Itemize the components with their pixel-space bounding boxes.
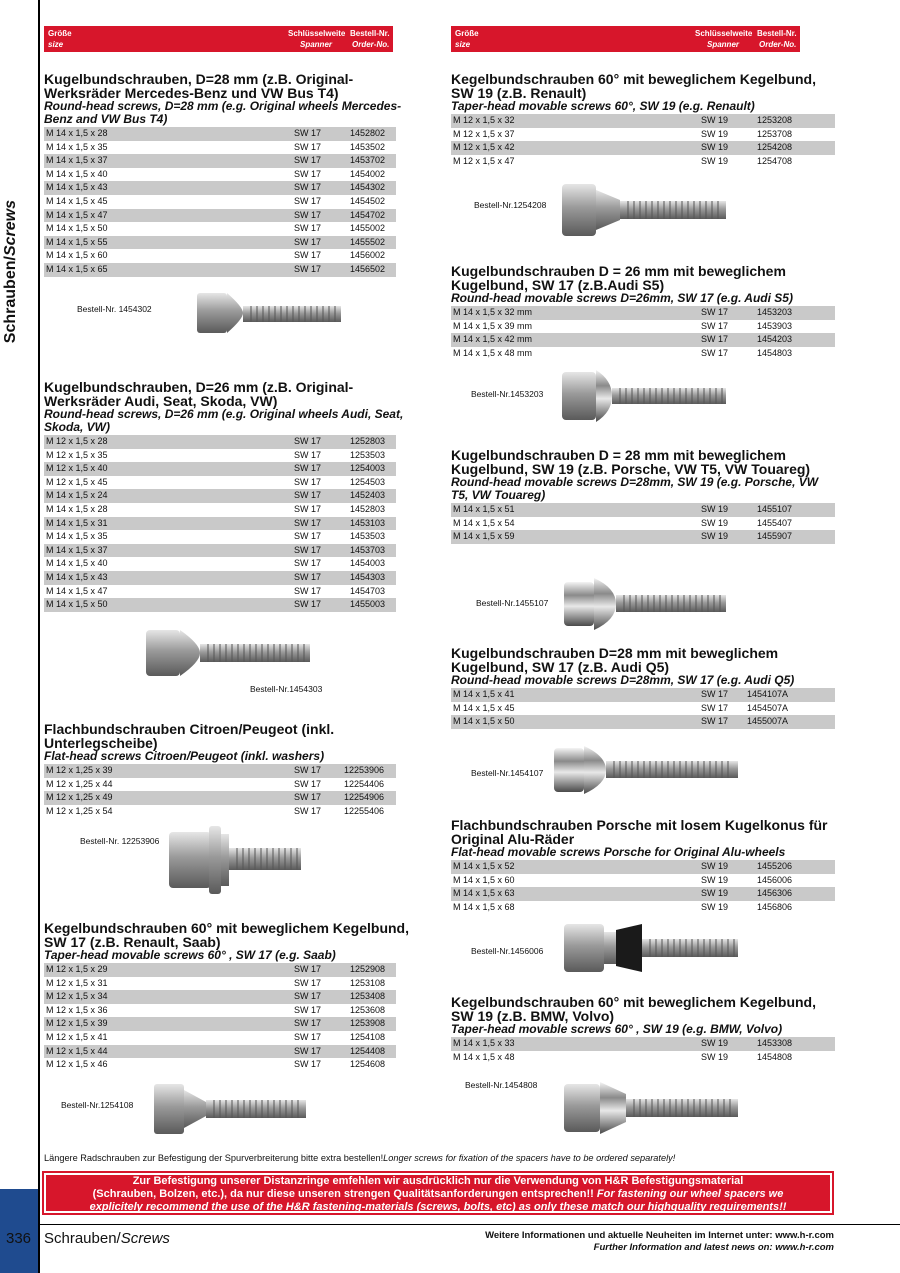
- spanner-cell: SW 17: [294, 250, 322, 261]
- table-row: [44, 544, 396, 558]
- section-subtitle: Flat-head screws Citroen/Peugeot (inkl. washers): [44, 749, 325, 763]
- spanner-cell: SW 17: [294, 991, 322, 1002]
- size-cell: M 12 x 1,5 x 28: [46, 436, 108, 446]
- size-cell: M 14 x 1,5 x 54: [453, 517, 515, 528]
- order-number-cell: 1453203: [757, 307, 793, 317]
- product-section: [44, 380, 414, 612]
- size-cell: M 12 x 1,5 x 46: [46, 1059, 108, 1070]
- table-row: [44, 585, 396, 599]
- section-subtitle: Taper-head movable screws 60°, SW 19 (e.g. Renault): [451, 99, 755, 113]
- table-row: [44, 154, 396, 168]
- table-row: [44, 1058, 396, 1072]
- table-row: [451, 333, 835, 347]
- table-row: [44, 778, 396, 792]
- spanner-cell: SW 17: [294, 195, 322, 206]
- order-number-cell: 1254208: [757, 142, 793, 153]
- section-title: Kugelbundschrauben, D=26 mm (z.B. Original-Werksräder Audi, Seat, Skoda, VW): [44, 379, 354, 409]
- product-section: [451, 646, 836, 729]
- table-row: [44, 1031, 396, 1045]
- sidebar-divider: [38, 0, 40, 1273]
- table-row: [44, 990, 396, 1004]
- size-cell: M 14 x 1,5 x 32 mm: [453, 307, 533, 317]
- photo-caption: Bestell-Nr.1454303: [250, 684, 323, 694]
- order-number-cell: 1456502: [350, 263, 386, 274]
- size-cell: M 14 x 1,5 x 50: [453, 716, 515, 727]
- table-row: [451, 517, 835, 531]
- size-cell: M 12 x 1,5 x 29: [46, 964, 108, 974]
- table-row: [44, 449, 396, 463]
- order-number-cell: 1454302: [350, 182, 386, 193]
- table-row: [44, 168, 396, 182]
- size-cell: M 14 x 1,5 x 35: [46, 531, 108, 542]
- spanner-cell: SW 19: [701, 1038, 729, 1048]
- size-cell: M 14 x 1,5 x 43: [46, 182, 108, 193]
- table-row: [44, 530, 396, 544]
- table-row: [44, 764, 396, 778]
- spanner-cell: SW 17: [294, 503, 322, 514]
- table-row: [44, 1045, 396, 1059]
- size-cell: M 14 x 1,5 x 45: [453, 702, 515, 713]
- product-table: [44, 963, 414, 1072]
- spanner-cell: SW 17: [294, 182, 322, 193]
- order-number-cell: 1453502: [350, 141, 386, 152]
- screw-photo-ball-head: [144, 624, 314, 684]
- spanner-cell: SW 17: [294, 792, 322, 803]
- table-row: [451, 1051, 835, 1065]
- section-title: Flachbundschrauben Citroen/Peugeot (inkl. Unterlegscheibe): [44, 721, 335, 751]
- size-cell: M 12 x 1,5 x 35: [46, 449, 108, 460]
- size-cell: M 14 x 1,5 x 60: [453, 874, 515, 885]
- screw-photo-taper-head: [562, 1074, 742, 1144]
- size-cell: M 12 x 1,5 x 32: [453, 115, 515, 125]
- size-cell: M 12 x 1,5 x 41: [46, 1031, 108, 1042]
- spanner-cell: SW 17: [701, 334, 729, 345]
- spanner-cell: SW 17: [294, 449, 322, 460]
- order-number-cell: 1454803: [757, 347, 793, 358]
- order-number-cell: 1455007A: [747, 716, 789, 727]
- spanner-cell: SW 17: [294, 141, 322, 152]
- spanner-cell: SW 19: [701, 901, 729, 912]
- photo-caption: Bestell-Nr.1254208: [474, 200, 547, 210]
- size-cell: M 14 x 1,5 x 37: [46, 544, 108, 555]
- section-title: Kegelbundschrauben 60° mit beweglichem Kegelbund, SW 17 (z.B. Renault, Saab): [44, 920, 409, 950]
- size-cell: M 14 x 1,5 x 28: [46, 128, 108, 138]
- product-section: [451, 448, 836, 544]
- spanner-cell: SW 19: [701, 155, 729, 166]
- order-number-cell: 1253208: [757, 115, 793, 125]
- table-row: [44, 195, 396, 209]
- spanner-cell: SW 17: [294, 463, 322, 474]
- spanner-cell: SW 17: [294, 544, 322, 555]
- order-number-cell: 1253608: [350, 1004, 386, 1015]
- spanner-cell: SW 19: [701, 531, 729, 542]
- order-number-cell: 1456806: [757, 901, 793, 912]
- order-number-cell: 1254408: [350, 1045, 386, 1056]
- screw-photo-taper-head: [150, 1080, 310, 1140]
- spanner-cell: SW 19: [701, 517, 729, 528]
- spanner-cell: SW 17: [701, 347, 729, 358]
- size-cell: M 14 x 1,5 x 31: [46, 517, 108, 528]
- order-number-cell: 1456306: [757, 888, 793, 899]
- table-row: [451, 887, 835, 901]
- vertical-section-title: Schrauben/Screws: [2, 200, 19, 344]
- size-cell: M 14 x 1,5 x 39 mm: [453, 320, 533, 331]
- order-number-cell: 1253503: [350, 449, 386, 460]
- spanner-cell: SW 17: [294, 1018, 322, 1029]
- table-row: [44, 571, 396, 585]
- size-cell: M 14 x 1,5 x 37: [46, 155, 108, 166]
- order-number-cell: 1454507A: [747, 702, 789, 713]
- section-title: Kugelbundschrauben D=28 mm mit beweglichem Kugelbund, SW 17 (z.B. Audi Q5): [451, 645, 779, 675]
- table-row: [451, 306, 835, 320]
- product-table: [44, 435, 414, 612]
- product-section: [451, 818, 836, 914]
- photo-caption: Bestell-Nr.1455107: [476, 598, 549, 608]
- spanner-cell: SW 19: [701, 128, 729, 139]
- table-row: [44, 209, 396, 223]
- spanner-cell: SW 19: [701, 115, 729, 125]
- spanner-cell: SW 17: [294, 1059, 322, 1070]
- table-row: [451, 503, 835, 517]
- table-row: [44, 805, 396, 819]
- size-cell: M 14 x 1,5 x 51: [453, 504, 515, 514]
- table-row: [451, 702, 835, 716]
- product-section: [44, 921, 414, 1072]
- order-number-cell: 1454002: [350, 168, 386, 179]
- spanner-cell: SW 17: [294, 599, 322, 610]
- section-subtitle: Round-head movable screws D=26mm, SW 17 (e.g. Audi S5): [451, 291, 793, 305]
- product-section: [451, 995, 836, 1064]
- size-cell: M 12 x 1,5 x 36: [46, 1004, 108, 1015]
- size-cell: M 14 x 1,5 x 40: [46, 168, 108, 179]
- screw-photo-ball-head: [195, 287, 345, 347]
- table-row: [451, 688, 835, 702]
- size-cell: M 14 x 1,5 x 47: [46, 209, 108, 220]
- table-row: [451, 114, 835, 128]
- table-row: [451, 141, 835, 155]
- table-row: [44, 476, 396, 490]
- product-section: [44, 72, 414, 277]
- product-table: [44, 127, 414, 277]
- spanner-cell: SW 17: [294, 155, 322, 166]
- photo-caption: Bestell-Nr.1453203: [471, 389, 544, 399]
- photo-caption: Bestell-Nr.1454808: [465, 1080, 538, 1090]
- product-section: [44, 722, 414, 818]
- product-section: [451, 72, 836, 168]
- table-row: [44, 127, 396, 141]
- table-row: [44, 222, 396, 236]
- size-cell: M 14 x 1,5 x 50: [46, 599, 108, 610]
- order-number-cell: 12253906: [344, 765, 385, 775]
- footer-divider: [0, 1224, 900, 1225]
- section-title: Kegelbundschrauben 60° mit beweglichem Kegelbund, SW 19 (z.B. BMW, Volvo): [451, 994, 816, 1024]
- photo-caption: Bestell-Nr. 12253906: [80, 836, 160, 846]
- spanner-cell: SW 19: [701, 861, 729, 871]
- order-number-cell: 1253108: [350, 977, 386, 988]
- table-row: [44, 435, 396, 449]
- product-table: [451, 503, 836, 544]
- spanner-cell: SW 17: [294, 964, 322, 974]
- spanner-cell: SW 19: [701, 1051, 729, 1062]
- table-row: [451, 1037, 835, 1051]
- size-cell: M 14 x 1,5 x 59: [453, 531, 515, 542]
- spanner-cell: SW 17: [294, 531, 322, 542]
- screw-photo-movable-ball-head: [560, 574, 730, 634]
- table-row: [451, 128, 835, 142]
- order-number-cell: 1254108: [350, 1031, 386, 1042]
- size-cell: M 14 x 1,5 x 41: [453, 689, 515, 699]
- spacer-screws-note: Längere Radschrauben zur Befestigung der Spurverbreiterung bitte extra bestellen!Longer screws for fixation of the spacers have to be ordered separately!: [44, 1153, 676, 1163]
- size-cell: M 14 x 1,5 x 47: [46, 585, 108, 596]
- table-row: [44, 598, 396, 612]
- section-subtitle: Round-head movable screws D=28mm, SW 17 (e.g. Audi Q5): [451, 673, 795, 687]
- size-cell: M 14 x 1,5 x 52: [453, 861, 515, 871]
- size-cell: M 14 x 1,5 x 42 mm: [453, 334, 533, 345]
- table-row: [451, 347, 835, 361]
- size-cell: M 12 x 1,5 x 31: [46, 977, 108, 988]
- section-subtitle: Taper-head movable screws 60° , SW 17 (e.g. Saab): [44, 948, 336, 962]
- table-row: [44, 489, 396, 503]
- order-number-cell: 1254503: [350, 476, 386, 487]
- size-cell: M 14 x 1,5 x 24: [46, 490, 108, 501]
- order-number-cell: 12254406: [344, 778, 385, 789]
- size-cell: M 12 x 1,5 x 34: [46, 991, 108, 1002]
- spanner-cell: SW 17: [701, 702, 729, 713]
- spanner-cell: SW 17: [294, 209, 322, 220]
- size-cell: M 14 x 1,5 x 28: [46, 503, 108, 514]
- spanner-cell: SW 17: [294, 805, 322, 816]
- fastening-notice: Zur Befestigung unserer Distanzringe emfehlen wir ausdrücklich nur die Verwendung von H&R Befestigungsmaterial (Schrauben, Bolzen, etc.), da nur diese unseren strengen Qualitätsanforderungen entsprechen!! For fastening our wheel spacers we explicitely recommend the use of the H&R fastening-materials (screws, bolts, etc) as only these match our highquality requirements!!: [42, 1171, 834, 1215]
- size-cell: M 14 x 1,5 x 48 mm: [453, 347, 533, 358]
- section-subtitle: Taper-head movable screws 60° , SW 19 (e.g. BMW, Volvo): [451, 1022, 783, 1036]
- table-row: [451, 320, 835, 334]
- footer-info: Weitere Informationen und aktuelle Neuheiten im Internet unter: www.h-r.com Further Information and latest news on: www.h-r.com: [485, 1230, 834, 1253]
- spanner-cell: SW 17: [294, 168, 322, 179]
- order-number-cell: 12255406: [344, 805, 385, 816]
- table-row: [451, 715, 835, 729]
- spanner-cell: SW 17: [294, 765, 322, 775]
- table-row: [44, 236, 396, 250]
- table-row: [451, 860, 835, 874]
- table-row: [44, 181, 396, 195]
- size-cell: M 14 x 1,5 x 45: [46, 195, 108, 206]
- order-number-cell: 1253408: [350, 991, 386, 1002]
- order-number-cell: 1453503: [350, 531, 386, 542]
- spanner-cell: SW 17: [294, 128, 322, 138]
- order-number-cell: 1454203: [757, 334, 793, 345]
- spanner-cell: SW 17: [294, 490, 322, 501]
- section-title: Kugelbundschrauben D = 28 mm mit beweglichem Kugelbund, SW 19 (z.B. Porsche, VW T5, VW Touareg): [451, 447, 811, 477]
- order-number-cell: 1254608: [350, 1059, 386, 1070]
- spanner-cell: SW 19: [701, 142, 729, 153]
- spanner-cell: SW 19: [701, 504, 729, 514]
- section-title: Kegelbundschrauben 60° mit beweglichem Kegelbund, SW 19 (z.B. Renault): [451, 71, 816, 101]
- table-row: [44, 977, 396, 991]
- order-number-cell: 1453103: [350, 517, 386, 528]
- page-number: 336: [6, 1230, 32, 1247]
- size-cell: M 14 x 1,5 x 50: [46, 223, 108, 234]
- product-table: [451, 114, 836, 168]
- table-row: [44, 791, 396, 805]
- screw-photo-movable-ball-head: [560, 366, 730, 426]
- size-cell: M 14 x 1,5 x 35: [46, 141, 108, 152]
- section-subtitle: Flat-head movable screws Porsche for Original Alu-wheels: [451, 845, 786, 859]
- size-cell: M 12 x 1,5 x 47: [453, 155, 515, 166]
- size-cell: M 14 x 1,5 x 40: [46, 558, 108, 569]
- spanner-cell: SW 17: [294, 476, 322, 487]
- screw-photo-movable-ball-head: [552, 740, 742, 800]
- size-cell: M 14 x 1,5 x 33: [453, 1038, 515, 1048]
- size-cell: M 14 x 1,5 x 43: [46, 571, 108, 582]
- table-row: [44, 249, 396, 263]
- order-number-cell: 1453308: [757, 1038, 793, 1048]
- spanner-cell: SW 17: [294, 585, 322, 596]
- spanner-cell: SW 17: [294, 236, 322, 247]
- order-number-cell: 1454502: [350, 195, 386, 206]
- section-title: Kugelbundschrauben, D=28 mm (z.B. Original-Werksräder Mercedes-Benz und VW Bus T4): [44, 71, 354, 101]
- table-header-right: Größe size Schlüsselweite Spanner Bestell-Nr. Order-No.: [451, 26, 800, 52]
- photo-caption: Bestell-Nr.1254108: [61, 1100, 134, 1110]
- order-number-cell: 12254906: [344, 792, 385, 803]
- order-number-cell: 1455002: [350, 223, 386, 234]
- order-number-cell: 1455206: [757, 861, 793, 871]
- size-cell: M 14 x 1,5 x 60: [46, 250, 108, 261]
- table-row: [44, 462, 396, 476]
- spanner-cell: SW 19: [701, 874, 729, 885]
- order-number-cell: 1454702: [350, 209, 386, 220]
- spanner-cell: SW 17: [294, 571, 322, 582]
- order-number-cell: 1454703: [350, 585, 386, 596]
- spanner-cell: SW 17: [701, 307, 729, 317]
- section-title: Flachbundschrauben Porsche mit losem Kugelkonus für Original Alu-Räder: [451, 817, 828, 847]
- spanner-cell: SW 17: [294, 558, 322, 569]
- order-number-cell: 1253708: [757, 128, 793, 139]
- size-cell: M 12 x 1,5 x 39: [46, 1018, 108, 1029]
- spanner-cell: SW 19: [701, 888, 729, 899]
- section-subtitle: Round-head screws, D=28 mm (e.g. Original wheels Mercedes-Benz and VW Bus T4): [44, 99, 402, 126]
- spanner-cell: SW 17: [701, 689, 729, 699]
- photo-caption: Bestell-Nr.1456006: [471, 946, 544, 956]
- order-number-cell: 1454107A: [747, 689, 789, 699]
- product-table: [451, 1037, 836, 1064]
- product-table: [451, 306, 836, 360]
- size-cell: M 12 x 1,25 x 54: [46, 805, 113, 816]
- order-number-cell: 1454003: [350, 558, 386, 569]
- spanner-cell: SW 17: [701, 716, 729, 727]
- table-row: [451, 530, 835, 544]
- spanner-cell: SW 17: [294, 778, 322, 789]
- size-cell: M 12 x 1,5 x 42: [453, 142, 515, 153]
- table-row: [44, 503, 396, 517]
- order-number-cell: 1452802: [350, 128, 386, 138]
- product-section: [451, 264, 836, 360]
- size-cell: M 12 x 1,25 x 44: [46, 778, 113, 789]
- size-cell: M 14 x 1,5 x 63: [453, 888, 515, 899]
- screw-photo-flat-head-cone: [562, 918, 742, 978]
- section-subtitle: Round-head screws, D=26 mm (e.g. Original wheels Audi, Seat, Skoda, VW): [44, 407, 404, 434]
- table-row: [44, 557, 396, 571]
- table-row: [44, 141, 396, 155]
- table-row: [451, 155, 835, 169]
- order-number-cell: 1455407: [757, 517, 793, 528]
- order-number-cell: 1254003: [350, 463, 386, 474]
- table-header-left: Größe size Schlüsselweite Spanner Bestell-Nr. Order-No.: [44, 26, 393, 52]
- size-cell: M 12 x 1,5 x 40: [46, 463, 108, 474]
- size-cell: M 14 x 1,5 x 48: [453, 1051, 515, 1062]
- order-number-cell: 1455502: [350, 236, 386, 247]
- size-cell: M 12 x 1,5 x 44: [46, 1045, 108, 1056]
- order-number-cell: 1455003: [350, 599, 386, 610]
- table-row: [44, 1004, 396, 1018]
- spanner-cell: SW 17: [294, 517, 322, 528]
- order-number-cell: 1453702: [350, 155, 386, 166]
- spanner-cell: SW 17: [294, 977, 322, 988]
- page-title: Schrauben/Screws: [44, 1230, 170, 1247]
- order-number-cell: 1456002: [350, 250, 386, 261]
- section-title: Kugelbundschrauben D = 26 mm mit beweglichem Kugelbund, SW 17 (z.B.Audi S5): [451, 263, 786, 293]
- order-number-cell: 1454808: [757, 1051, 793, 1062]
- photo-caption: Bestell-Nr.1454107: [471, 768, 544, 778]
- size-cell: M 14 x 1,5 x 68: [453, 901, 515, 912]
- order-number-cell: 1453903: [757, 320, 793, 331]
- spanner-cell: SW 17: [294, 1045, 322, 1056]
- order-number-cell: 1454303: [350, 571, 386, 582]
- section-subtitle: Round-head movable screws D=28mm, SW 19 (e.g. Porsche, VW T5, VW Touareg): [451, 475, 819, 502]
- order-number-cell: 1452803: [350, 503, 386, 514]
- size-cell: M 14 x 1,5 x 65: [46, 263, 108, 274]
- order-number-cell: 1456006: [757, 874, 793, 885]
- spanner-cell: SW 17: [294, 1004, 322, 1015]
- table-row: [44, 263, 396, 277]
- order-number-cell: 1252803: [350, 436, 386, 446]
- size-cell: M 12 x 1,25 x 39: [46, 765, 113, 775]
- table-row: [451, 874, 835, 888]
- spanner-cell: SW 17: [294, 436, 322, 446]
- spanner-cell: SW 17: [294, 223, 322, 234]
- order-number-cell: 1455107: [757, 504, 793, 514]
- order-number-cell: 1453703: [350, 544, 386, 555]
- photo-caption: Bestell-Nr. 1454302: [77, 304, 152, 314]
- table-row: [451, 901, 835, 915]
- order-number-cell: 1452403: [350, 490, 386, 501]
- screw-photo-taper-head: [560, 180, 730, 240]
- spanner-cell: SW 17: [294, 263, 322, 274]
- order-number-cell: 1254708: [757, 155, 793, 166]
- product-table: [44, 764, 414, 818]
- size-cell: M 12 x 1,5 x 45: [46, 476, 108, 487]
- size-cell: M 12 x 1,5 x 37: [453, 128, 515, 139]
- order-number-cell: 1253908: [350, 1018, 386, 1029]
- spanner-cell: SW 17: [701, 320, 729, 331]
- product-table: [451, 688, 836, 729]
- table-row: [44, 1017, 396, 1031]
- product-table: [451, 860, 836, 914]
- order-number-cell: 1252908: [350, 964, 386, 974]
- order-number-cell: 1455907: [757, 531, 793, 542]
- size-cell: M 14 x 1,5 x 55: [46, 236, 108, 247]
- table-row: [44, 963, 396, 977]
- screw-photo-flat-head: [165, 820, 305, 900]
- spanner-cell: SW 17: [294, 1031, 322, 1042]
- size-cell: M 12 x 1,25 x 49: [46, 792, 113, 803]
- table-row: [44, 517, 396, 531]
